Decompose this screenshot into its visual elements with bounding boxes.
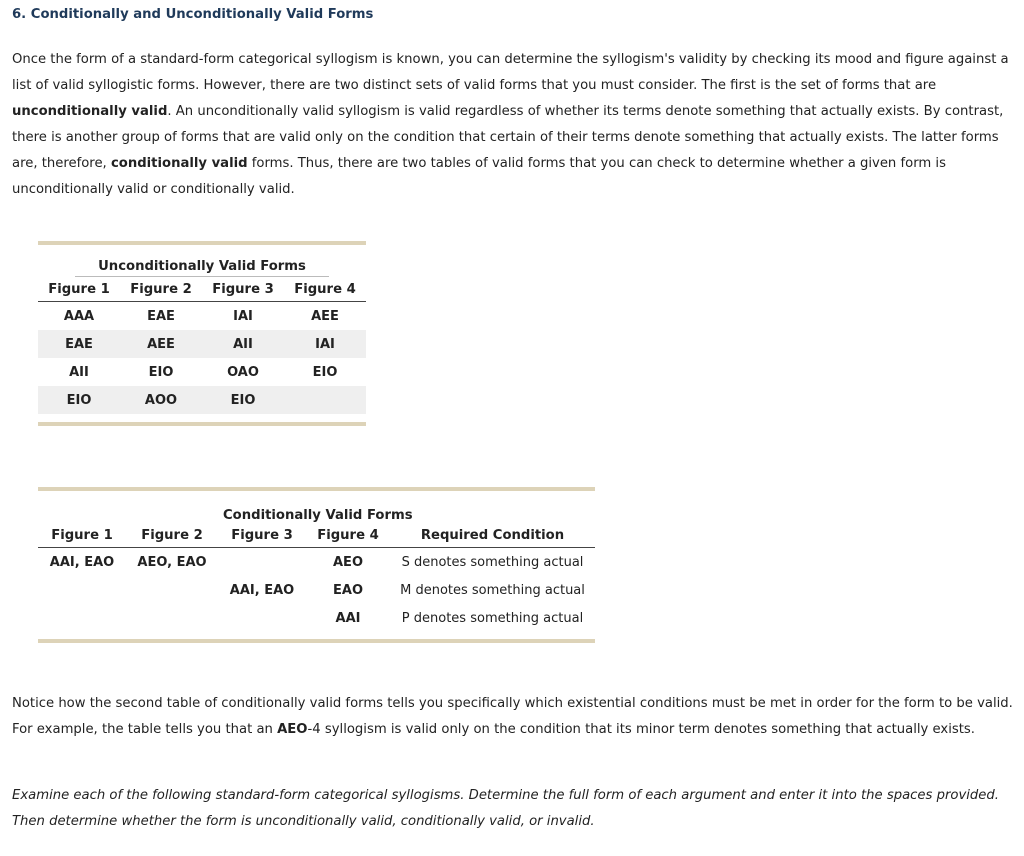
table2-top-rule (38, 487, 595, 491)
table-row (38, 358, 366, 386)
table-cell: EAE (38, 330, 120, 358)
table-cell: M denotes something actual (400, 582, 585, 598)
column-header: Figure 1 (38, 277, 120, 302)
table-row (38, 330, 366, 358)
table-cell: AEO, EAO (137, 554, 207, 570)
table-cell (126, 604, 218, 632)
table-cell: AII (202, 330, 284, 358)
table-cell: EIO (312, 364, 338, 380)
column-header: Figure 2 (120, 277, 202, 302)
intro-text-1: Once the form of a standard-form categorical syllogism is known, you can determine the syllogism's validity by checking its mood and figure against a list of valid syllogistic forms. However, there are two distinct sets of valid forms that you must consider. The first is the set of forms that are (12, 52, 1009, 93)
table-row (38, 548, 595, 577)
table-cell (218, 548, 306, 577)
intro-bold-unconditional: unconditionally valid (12, 104, 168, 119)
notice-text-2: -4 syllogism is valid only on the condition that its minor term denotes something that actually exists. (307, 722, 975, 737)
table-cell: EIO (148, 364, 174, 380)
intro-text-2: . An unconditionally valid syllogism is valid regardless of whether its terms denote something that actually exists. By contrast, there is another group of forms that are valid only on the condition that certain of their terms denote something that actually exists. The latter forms are, therefore, (12, 104, 1004, 171)
table-cell: EIO (38, 386, 120, 414)
intro-bold-conditional: conditionally valid (110, 156, 248, 171)
table-cell: IAI (284, 330, 366, 358)
column-header: Figure 1 (38, 523, 126, 548)
table-row (38, 604, 595, 632)
table-cell (218, 604, 306, 632)
conditional-table-title: Conditionally Valid Forms (223, 508, 413, 523)
table-cell: S denotes something actual (401, 554, 584, 570)
table-cell (126, 576, 218, 604)
table-cell: AAI (335, 610, 361, 626)
table-cell: AEE (120, 330, 202, 358)
table-cell: EAE (147, 308, 175, 324)
unconditional-forms-table (38, 253, 366, 414)
table-cell: AOO (120, 386, 202, 414)
conditional-forms-table (38, 497, 595, 632)
table-cell: EIO (202, 386, 284, 414)
table-cell (38, 576, 126, 604)
table-row (38, 302, 366, 331)
table1-bottom-rule (38, 422, 366, 426)
intro-text-3: forms. Thus, there are two tables of valid forms that you can check to determine whether a given form is unconditionally valid or conditionally valid. (12, 156, 946, 197)
unconditional-table-title: Unconditionally Valid Forms (38, 253, 366, 277)
table2-bottom-rule (38, 639, 595, 643)
section-heading: 6. Conditionally and Unconditionally Valid Forms (12, 7, 374, 22)
column-header: Figure 4 (306, 523, 390, 548)
table1-top-rule (38, 241, 366, 245)
column-header: Figure 3 (218, 523, 306, 548)
table-cell: AEE (311, 308, 339, 324)
column-header: Figure 3 (202, 277, 284, 302)
instructions-paragraph: Examine each of the following standard-form categorical syllogisms. Determine the full form of each argument and enter it into the spaces provided. Then determine whether the form is unconditionally valid, conditionally valid, or invalid. (12, 788, 999, 829)
column-header: Required Condition (390, 523, 595, 548)
table-row (38, 576, 595, 604)
table-cell: AAI, EAO (49, 554, 115, 570)
table-cell (284, 386, 366, 414)
column-header: Figure 2 (126, 523, 218, 548)
table-cell: OAO (227, 364, 259, 380)
table-cell: AAI, EAO (229, 582, 295, 598)
notice-bold-form: AEO (277, 722, 308, 737)
intro-paragraph (12, 47, 1016, 203)
table-cell: IAI (233, 308, 253, 324)
column-header: Figure 4 (284, 277, 366, 302)
table-cell: EAO (333, 582, 363, 598)
table-row (38, 386, 366, 414)
table-cell: AEO (333, 554, 363, 570)
table-cell (38, 604, 126, 632)
notice-paragraph (12, 691, 1016, 743)
table-cell: AII (69, 364, 89, 380)
notice-text-1: Notice how the second table of conditionally valid forms tells you specifically which existential conditions must be met in order for the form to be valid. For example, the table tells you that an (12, 696, 1013, 737)
table-cell: AAA (63, 308, 95, 324)
table-cell: P denotes something actual (401, 610, 584, 626)
